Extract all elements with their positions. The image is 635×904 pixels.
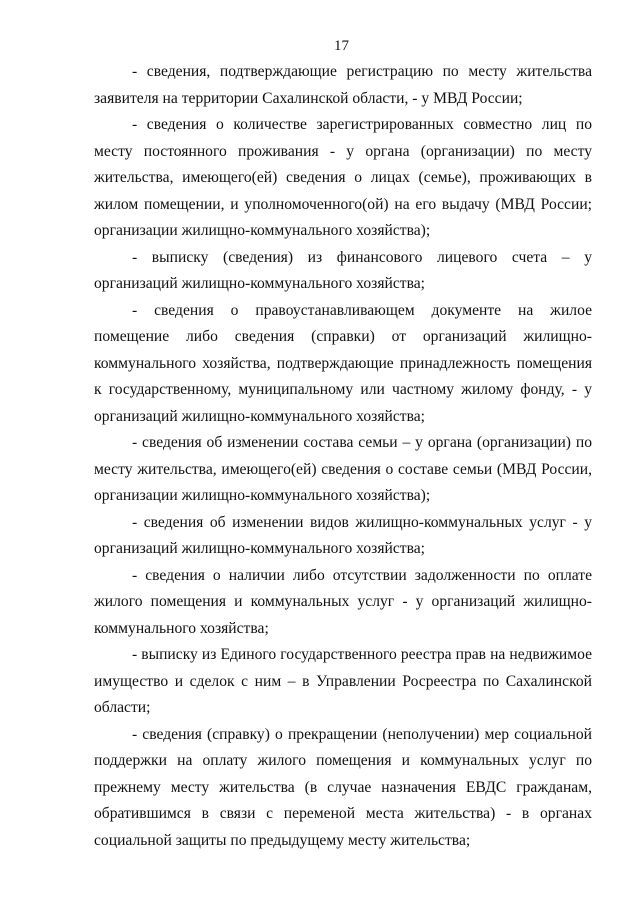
paragraph-title-document: - сведения о правоустанавливающем документе на жилое помещение либо сведения (справки) от организаций жилищно-коммунального хозяйства, подтверждающие принадлежность помещения к государственному, муниципальному или частному жилому фонду, - у организаций жилищно-коммунального хозяйства; <box>94 301 592 425</box>
page-number: 17 <box>334 38 349 54</box>
paragraph-registered-persons: - сведения о количестве зарегистрированных совместно лиц по месту постоянного проживания - у органа (организации) по месту жительства, имеющего(ей) сведения о лицах (семье), проживающих в жилом помещении, и уполномоченного(ой) на его выдачу (МВД России; организации жилищно-коммунального хозяйства); <box>94 116 592 239</box>
paragraph-family-change: - сведения об изменении состава семьи – у органа (организации) по месту жительства, имеющего(ей) сведения о составе семьи (МВД России, организации жилищно-коммунального хозяйства); <box>94 434 592 504</box>
paragraph-services-change: - сведения об изменении видов жилищно-коммунальных услуг - у организаций жилищно-коммунального хозяйства; <box>94 513 592 557</box>
document-body <box>94 59 592 854</box>
paragraph-account-extract: - выписку (сведения) из финансового лицевого счета – у организаций жилищно-коммунального хозяйства; <box>94 248 592 292</box>
paragraph-debt-info: - сведения о наличии либо отсутствии задолженности по оплате жилого помещения и коммунальных услуг - у организаций жилищно-коммунального хозяйства; <box>94 566 592 637</box>
paragraph-registry-extract: - выписку из Единого государственного реестра прав на недвижимое имущество и сделок с ним – в Управлении Росреестра по Сахалинской области; <box>94 646 592 716</box>
paragraph-registration: - сведения, подтверждающие регистрацию по месту жительства заявителя на территории Сахалинской области, - у МВД России; <box>94 63 592 107</box>
paragraph-support-termination: - сведения (справку) о прекращении (неполучении) мер социальной поддержки на оплату жилого помещения и коммунальных услуг по прежнему месту жительства (в случае назначения ЕВДС гражданам, обратившимся в связи с переменой места жительства) - в органах социальной защиты по предыдущему месту жительства; <box>94 725 592 849</box>
